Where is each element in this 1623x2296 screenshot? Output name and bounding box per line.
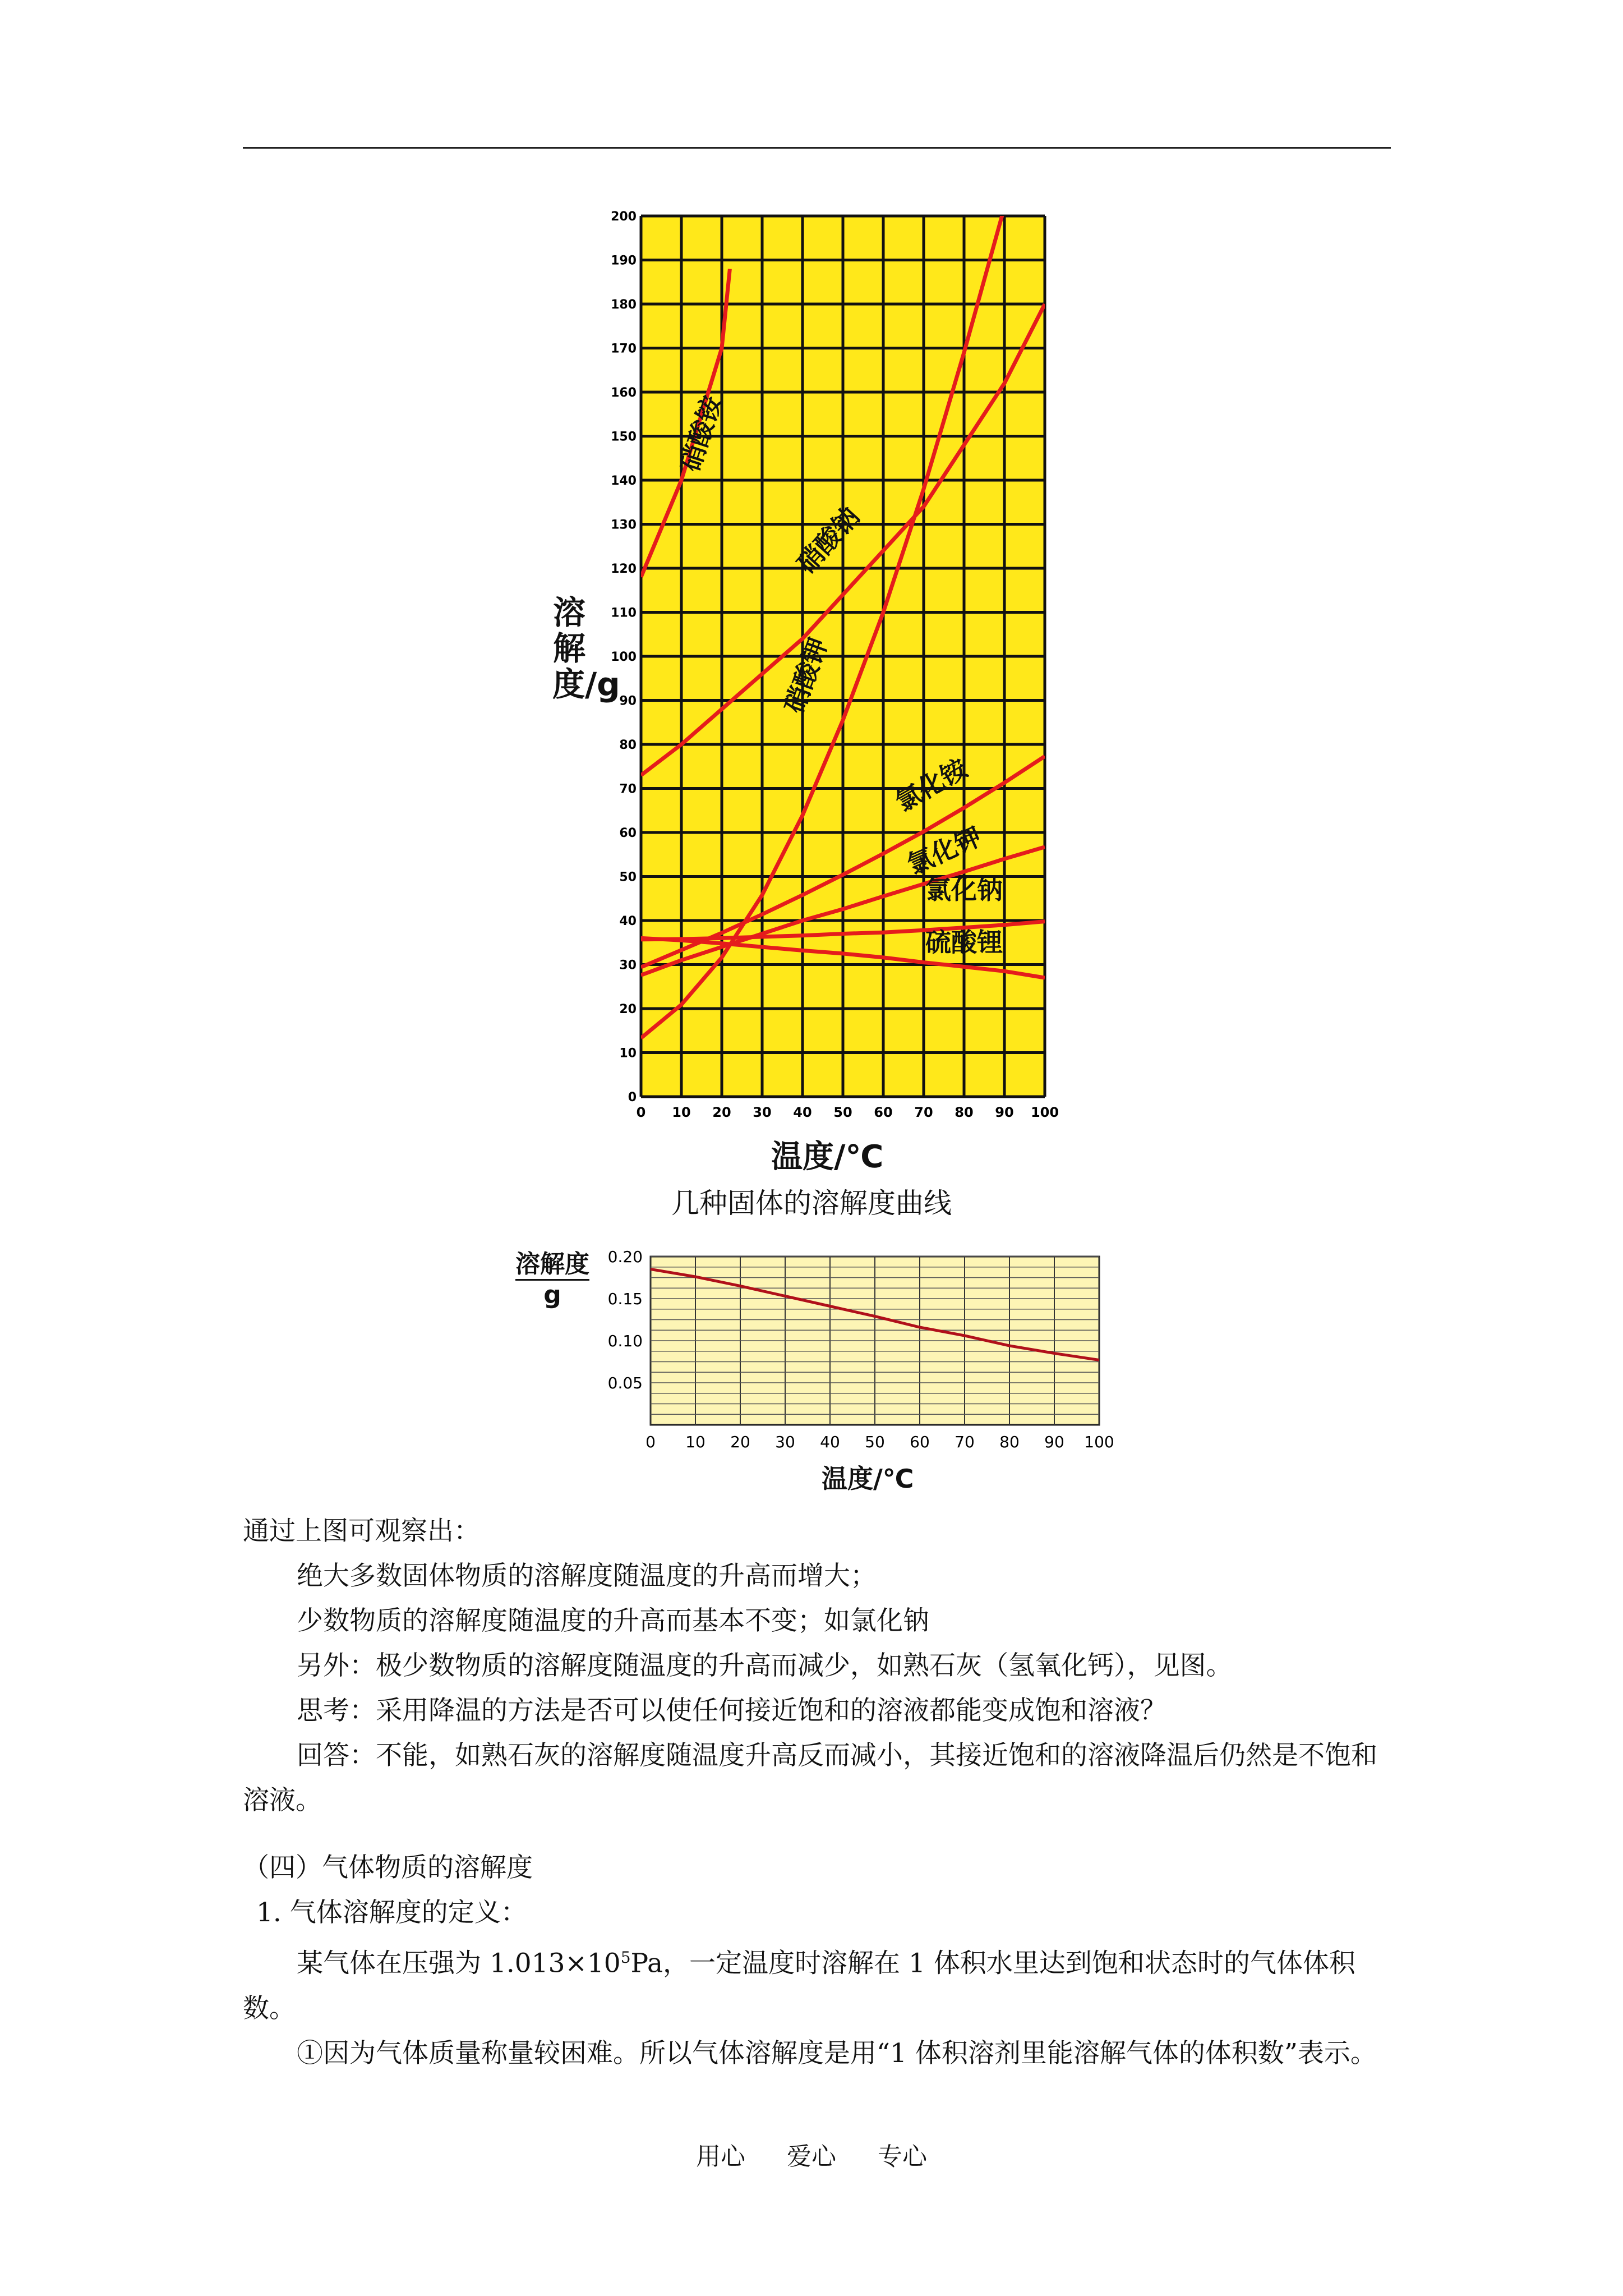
chart2-ylabel-unit: g [543, 1281, 561, 1309]
y-tick-label: 30 [619, 958, 637, 973]
x-tick-label: 0 [636, 1105, 646, 1120]
y-tick-label: 80 [619, 738, 637, 752]
chart1-ylabel: 溶解度/g [552, 593, 620, 703]
body-text [243, 1509, 1391, 1823]
section-heading: （四）气体物质的溶解度 [243, 1852, 533, 1883]
y-tick-label: 110 [611, 606, 637, 620]
header-rule [243, 147, 1391, 149]
x-tick-label: 20 [730, 1433, 750, 1451]
x-tick-label: 60 [910, 1433, 930, 1451]
x-tick-label: 30 [775, 1433, 795, 1451]
x-tick-label: 50 [865, 1433, 885, 1451]
x-tick-label: 100 [1030, 1105, 1059, 1120]
y-tick-label: 0.05 [607, 1374, 643, 1392]
definition-text-a: 某气体在压强为 1.013×10 [297, 1948, 621, 1979]
y-tick-label: 120 [611, 562, 637, 576]
y-tick-label: 190 [611, 254, 637, 268]
x-tick-label: 40 [793, 1105, 812, 1120]
x-tick-label: 30 [753, 1105, 772, 1120]
y-tick-label: 140 [611, 474, 637, 488]
paragraph-definition [243, 1935, 1391, 2031]
paragraph-answer: 回答：不能，如熟石灰的溶解度随温度升高反而减小，其接近饱和的溶液降温后仍然是不饱和溶液。 [243, 1740, 1377, 1816]
paragraph-observe: 通过上图可观察出： [243, 1516, 480, 1547]
y-tick-label: 90 [619, 694, 637, 708]
paragraph-note: ①因为气体质量称量较困难。所以气体溶解度是用“1 体积溶剂里能溶解气体的体积数”表示。 [297, 2037, 1377, 2069]
paragraph-think: 思考：采用降温的方法是否可以使任何接近饱和的溶液都能变成饱和溶液？ [297, 1695, 1166, 1726]
y-tick-label: 170 [611, 342, 637, 356]
chart2-ylabel [508, 1250, 597, 1310]
x-tick-label: 90 [1044, 1433, 1064, 1451]
x-tick-label: 70 [955, 1433, 975, 1451]
y-tick-label: 50 [619, 870, 637, 885]
series-label: 硝酸钾 [778, 633, 834, 717]
page-footer: 用心 爱心 专心 [696, 2142, 927, 2171]
paragraph-unchanged: 少数物质的溶解度随温度的升高而基本不变；如氯化钠 [297, 1605, 929, 1636]
chart2-xlabel: 温度/℃ [822, 1464, 914, 1494]
y-tick-label: 10 [619, 1046, 637, 1061]
series-label: 硫酸锂 [925, 927, 1003, 958]
y-tick-label: 60 [619, 826, 637, 840]
series-label: 硝酸钠 [791, 501, 865, 579]
x-tick-label: 70 [914, 1105, 933, 1120]
x-tick-label: 10 [685, 1433, 706, 1451]
y-tick-label: 180 [611, 298, 637, 312]
series-label: 氯化钠 [925, 874, 1003, 905]
gas-section [243, 1846, 1391, 2076]
definition-superscript: 5 [620, 1948, 631, 1967]
chart1-caption: 几种固体的溶解度曲线 [671, 1187, 952, 1220]
y-tick-label: 0.20 [607, 1248, 643, 1266]
paragraph-decrease: 另外：极少数物质的溶解度随温度的升高而减少，如熟石灰（氢氧化钙），见图。 [297, 1650, 1233, 1681]
y-tick-label: 200 [611, 210, 637, 224]
x-tick-label: 80 [955, 1105, 974, 1120]
x-tick-label: 80 [999, 1433, 1020, 1451]
definition-text-b: Pa，一定温度时溶解在 1 体积水里达到饱和状态时的气体体积数。 [243, 1948, 1355, 2024]
y-tick-label: 0.10 [607, 1332, 643, 1350]
y-tick-label: 0.15 [607, 1290, 643, 1308]
solubility-chart [536, 202, 1108, 1122]
y-tick-label: 70 [619, 782, 637, 797]
x-tick-label: 60 [874, 1105, 893, 1120]
x-tick-label: 90 [995, 1105, 1014, 1120]
x-tick-label: 0 [645, 1433, 656, 1451]
x-tick-label: 10 [672, 1105, 691, 1120]
x-tick-label: 20 [712, 1105, 731, 1120]
y-tick-label: 40 [619, 914, 637, 928]
y-tick-label: 150 [611, 430, 637, 444]
lime-solubility-chart [589, 1245, 1122, 1458]
x-tick-label: 40 [820, 1433, 840, 1451]
chart2-ylabel-top: 溶解度 [515, 1250, 589, 1281]
definition-heading: 1. 气体溶解度的定义： [256, 1897, 527, 1928]
x-tick-label: 50 [833, 1105, 852, 1120]
y-tick-label: 130 [611, 518, 637, 532]
x-tick-label: 100 [1084, 1433, 1114, 1451]
y-tick-label: 100 [611, 650, 637, 664]
series-label: 氯化钾 [902, 821, 986, 881]
paragraph-increase: 绝大多数固体物质的溶解度随温度的升高而增大； [297, 1561, 877, 1591]
series-label: 氯化铵 [890, 752, 972, 818]
y-tick-label: 20 [619, 1002, 637, 1016]
series-label: 硝酸铵 [675, 392, 728, 475]
y-tick-label: 0 [628, 1091, 637, 1105]
y-tick-label: 160 [611, 386, 637, 400]
chart1-xlabel: 温度/℃ [771, 1139, 884, 1175]
